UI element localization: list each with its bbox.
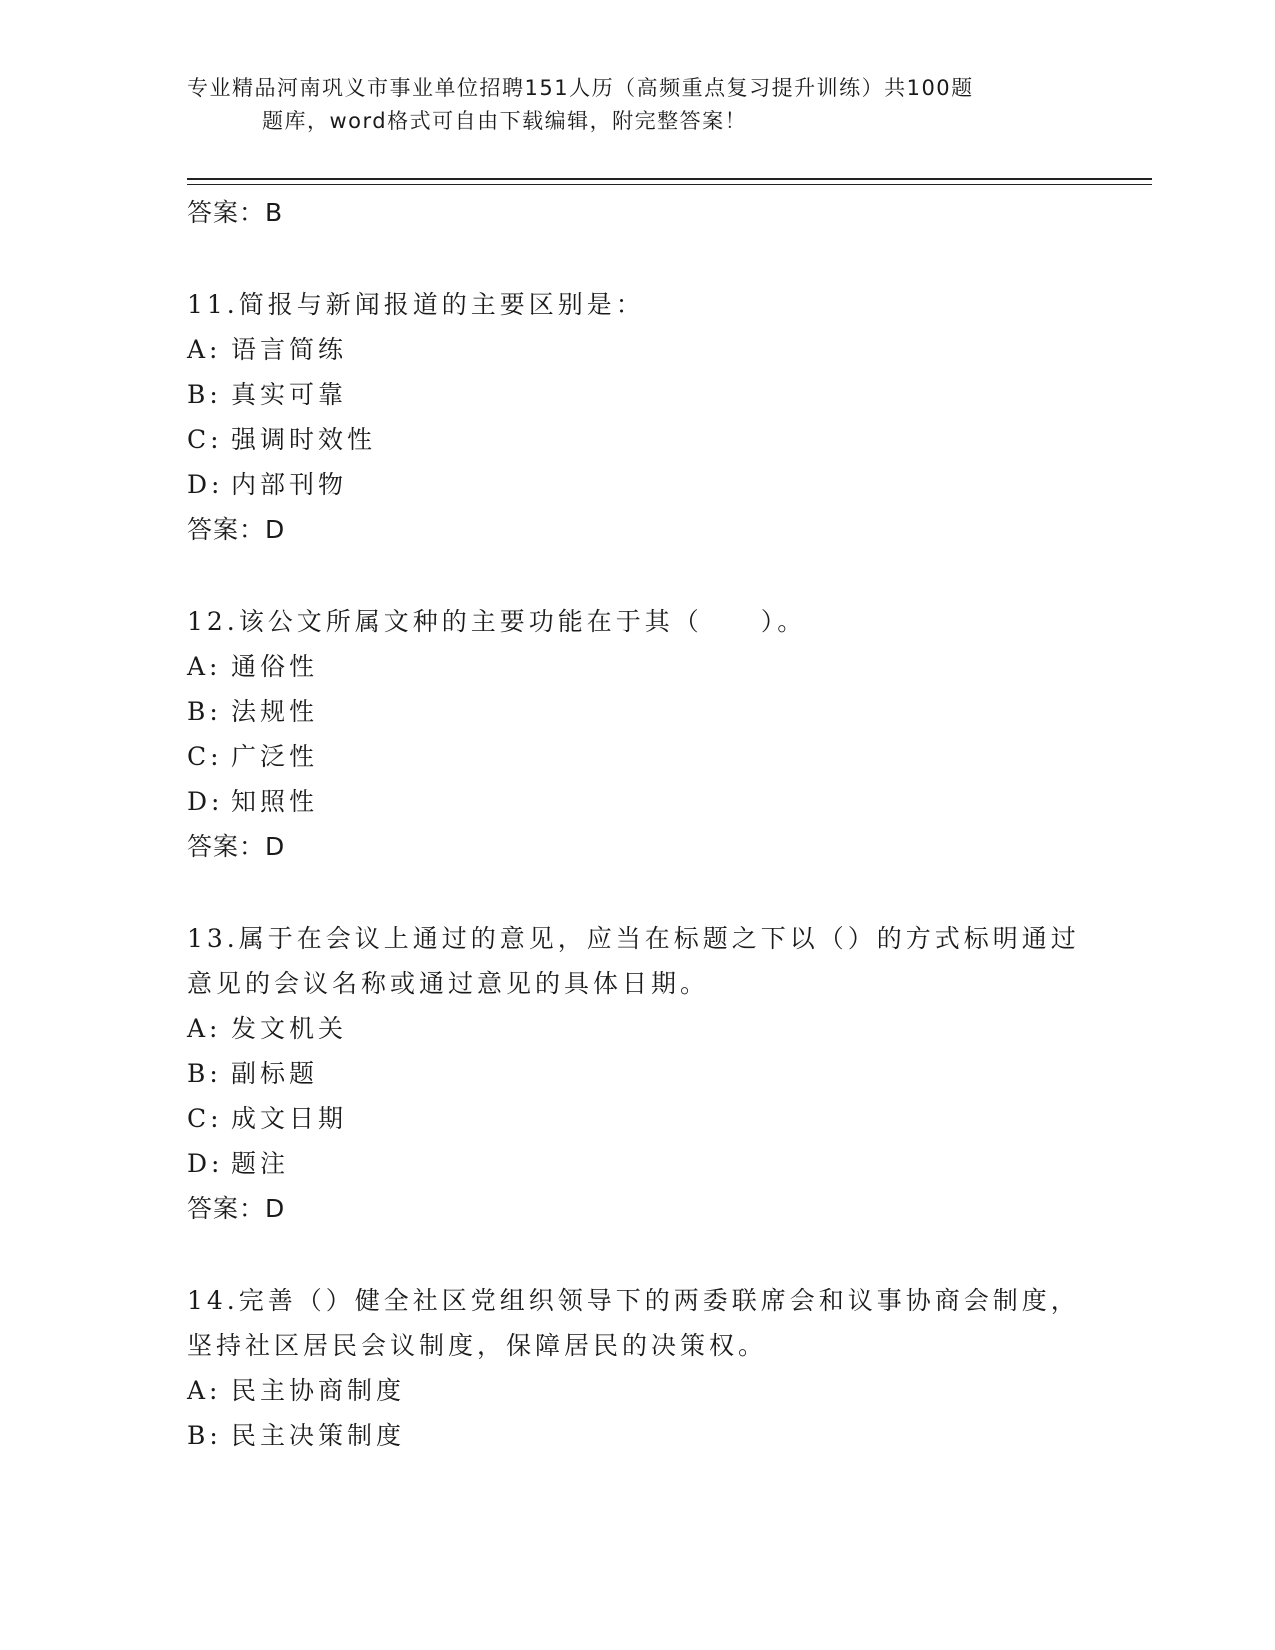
option-text: 内部刊物 (231, 470, 348, 499)
option-letter: D: (187, 787, 224, 816)
question-11 (187, 282, 1087, 552)
question-stem: 12.该公文所属文种的主要功能在于其（ ）。 (187, 607, 807, 636)
option-text: 发文机关 (231, 1014, 348, 1043)
option-text: 民主决策制度 (231, 1421, 406, 1450)
option-b (187, 372, 1087, 417)
option-letter: A: (187, 1376, 222, 1405)
option-c (187, 734, 1087, 779)
question-14 (187, 1278, 1087, 1458)
option-text: 成文日期 (231, 1104, 348, 1133)
option-text: 真实可靠 (231, 380, 348, 409)
option-text: 知照性 (231, 787, 319, 816)
option-a (187, 1368, 1087, 1413)
option-letter: A: (187, 335, 222, 364)
question-stem: 13.属于在会议上通过的意见，应当在标题之下以（）的方式标明通过意见的会议名称或通过意见的具体日期。 (187, 924, 1080, 998)
answer-line: 答案：D (187, 1194, 286, 1223)
option-text: 强调时效性 (231, 425, 377, 454)
option-letter: D: (187, 1149, 224, 1178)
option-c (187, 417, 1087, 462)
option-text: 副标题 (231, 1059, 319, 1088)
header-title-line-2: 题库，word格式可自由下载编辑，附完整答案！ (262, 109, 748, 133)
option-a (187, 327, 1087, 372)
option-text: 民主协商制度 (231, 1376, 406, 1405)
option-d (187, 1141, 1087, 1186)
option-text: 题注 (231, 1149, 290, 1178)
option-c (187, 1096, 1087, 1141)
option-text: 通俗性 (231, 652, 319, 681)
option-b (187, 1413, 1087, 1458)
option-letter: C: (187, 742, 223, 771)
option-b (187, 1051, 1087, 1096)
option-letter: B: (187, 1421, 222, 1450)
page-header (187, 72, 1087, 138)
question-list (187, 190, 1087, 1458)
option-letter: B: (187, 1059, 222, 1088)
option-letter: D: (187, 470, 224, 499)
option-letter: B: (187, 380, 222, 409)
header-title-line-1: 专业精品河南巩义市事业单位招聘151人历（高频重点复习提升训练）共100题 (187, 76, 974, 100)
option-letter: B: (187, 697, 222, 726)
option-d (187, 779, 1087, 824)
answer-line-q10: 答案：B (187, 198, 284, 227)
option-letter: C: (187, 1104, 223, 1133)
option-letter: A: (187, 1014, 222, 1043)
option-letter: C: (187, 425, 223, 454)
option-text: 广泛性 (231, 742, 319, 771)
question-stem: 11.简报与新闻报道的主要区别是： (187, 290, 645, 319)
question-13 (187, 916, 1087, 1231)
option-letter: A: (187, 652, 222, 681)
option-text: 语言简练 (231, 335, 348, 364)
option-text: 法规性 (231, 697, 319, 726)
option-d (187, 462, 1087, 507)
option-a (187, 644, 1087, 689)
header-rule-thin (187, 184, 1152, 185)
header-rule-thick (187, 178, 1152, 180)
option-b (187, 689, 1087, 734)
question-12 (187, 599, 1087, 869)
question-stem: 14.完善（）健全社区党组织领导下的两委联席会和议事协商会制度，坚持社区居民会议制度，保障居民的决策权。 (187, 1286, 1080, 1360)
answer-line: 答案：D (187, 832, 286, 861)
answer-line: 答案：D (187, 515, 286, 544)
option-a (187, 1006, 1087, 1051)
